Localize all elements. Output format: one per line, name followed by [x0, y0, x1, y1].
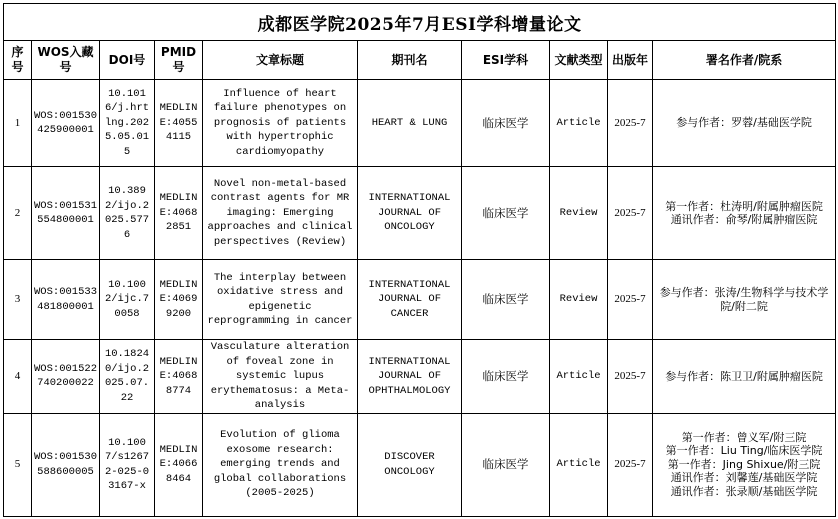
cell-seq: 3 — [4, 260, 32, 340]
cell-esi: 临床医学 — [462, 260, 550, 340]
cell-pmid: MEDLINE:40554115 — [155, 80, 203, 167]
cell-doc-type: Article — [550, 80, 608, 167]
cell-pmid: MEDLINE:40688774 — [155, 340, 203, 414]
cell-article-title: The interplay between oxidative stress and epigenetic reprogramming in cancer — [203, 260, 358, 340]
cell-article-title: Evolution of glioma exosome research: emerging trends and global collaborations (2005-2025) — [203, 413, 358, 516]
cell-year: 2025-7 — [608, 260, 653, 340]
table-row — [4, 413, 836, 516]
cell-esi: 临床医学 — [462, 167, 550, 260]
cell-authors — [653, 80, 836, 167]
cell-doi: 10.1016/j.hrtlng.2025.05.015 — [100, 80, 155, 167]
cell-pmid: MEDLINE:40699200 — [155, 260, 203, 340]
author-line: 通讯作者：刘馨莲/基础医学院 — [670, 471, 818, 485]
cell-authors — [653, 260, 836, 340]
header-wos: WOS入藏号 — [32, 41, 100, 80]
esi-paper-table-sheet — [3, 3, 835, 516]
author-line: 第一作者：Jing Shixue/附三院 — [667, 457, 821, 471]
cell-doc-type: Article — [550, 340, 608, 414]
cell-pmid: MEDLINE:40668464 — [155, 413, 203, 516]
table-row — [4, 167, 836, 260]
cell-journal: INTERNATIONAL JOURNAL OF ONCOLOGY — [358, 167, 462, 260]
cell-journal: DISCOVER ONCOLOGY — [358, 413, 462, 516]
cell-wos: WOS:001533481800001 — [32, 260, 100, 340]
author-line: 第一作者：曾义军/附三院 — [681, 430, 807, 444]
cell-year: 2025-7 — [608, 340, 653, 414]
cell-wos: WOS:001522740200022 — [32, 340, 100, 414]
author-line: 通讯作者：俞琴/附属肿瘤医院 — [670, 213, 818, 226]
esi-paper-table — [3, 3, 836, 517]
cell-article-title: Influence of heart failure phenotypes on prognosis of patients with hypertrophic cardiomyopathy — [203, 80, 358, 167]
header-doc-type: 文献类型 — [550, 41, 608, 80]
cell-doi: 10.18240/ijo.2025.07.22 — [100, 340, 155, 414]
header-journal: 期刊名 — [358, 41, 462, 80]
author-line: 参与作者：张涛/生物科学与技术学院/附二院 — [659, 286, 829, 313]
author-line: 参与作者：罗蓉/基础医学院 — [676, 116, 812, 130]
table-row — [4, 80, 836, 167]
cell-journal: INTERNATIONAL JOURNAL OF CANCER — [358, 260, 462, 340]
author-line: 第一作者：Liu Ting/临床医学院 — [665, 444, 823, 458]
cell-wos: WOS:001530588600005 — [32, 413, 100, 516]
author-line: 参与作者：陈卫卫/附属肿瘤医院 — [665, 369, 823, 383]
cell-wos: WOS:001531554800001 — [32, 167, 100, 260]
cell-article-title: Vasculature alteration of foveal zone in systemic lupus erythematosus: a Meta-analysis — [203, 340, 358, 414]
header-article-title: 文章标题 — [203, 41, 358, 80]
cell-pmid: MEDLINE:40682851 — [155, 167, 203, 260]
cell-article-title: Novel non-metal-based contrast agents for MR imaging: Emerging approaches and clinical perspectives (Review) — [203, 167, 358, 260]
cell-doi: 10.1007/s12672-025-03167-x — [100, 413, 155, 516]
cell-doi: 10.1002/ijc.70058 — [100, 260, 155, 340]
cell-year: 2025-7 — [608, 80, 653, 167]
table-header-row — [4, 41, 836, 80]
cell-journal: INTERNATIONAL JOURNAL OF OPHTHALMOLOGY — [358, 340, 462, 414]
cell-seq: 2 — [4, 167, 32, 260]
cell-authors — [653, 340, 836, 414]
cell-doc-type: Review — [550, 167, 608, 260]
author-line: 第一作者：杜涛明/附属肿瘤医院 — [665, 199, 823, 213]
cell-wos: WOS:001530425900001 — [32, 80, 100, 167]
cell-esi: 临床医学 — [462, 413, 550, 516]
cell-authors — [653, 413, 836, 516]
header-pmid: PMID号 — [155, 41, 203, 80]
header-seq: 序号 — [4, 41, 32, 80]
page-title: 成都医学院2025年7月ESI学科增量论文 — [4, 4, 836, 41]
cell-authors — [653, 167, 836, 260]
cell-esi: 临床医学 — [462, 340, 550, 414]
header-year: 出版年 — [608, 41, 653, 80]
cell-doi: 10.3892/ijo.2025.5776 — [100, 167, 155, 260]
cell-year: 2025-7 — [608, 413, 653, 516]
cell-esi: 临床医学 — [462, 80, 550, 167]
cell-seq: 4 — [4, 340, 32, 414]
cell-journal: HEART & LUNG — [358, 80, 462, 167]
cell-doc-type: Article — [550, 413, 608, 516]
cell-year: 2025-7 — [608, 167, 653, 260]
header-doi: DOI号 — [100, 41, 155, 80]
cell-seq: 5 — [4, 413, 32, 516]
header-esi: ESI学科 — [462, 41, 550, 80]
author-line: 通讯作者：张录顺/基础医学院 — [670, 484, 818, 498]
table-row — [4, 260, 836, 340]
cell-seq: 1 — [4, 80, 32, 167]
cell-doc-type: Review — [550, 260, 608, 340]
header-authors: 署名作者/院系 — [653, 41, 836, 80]
table-row — [4, 340, 836, 414]
